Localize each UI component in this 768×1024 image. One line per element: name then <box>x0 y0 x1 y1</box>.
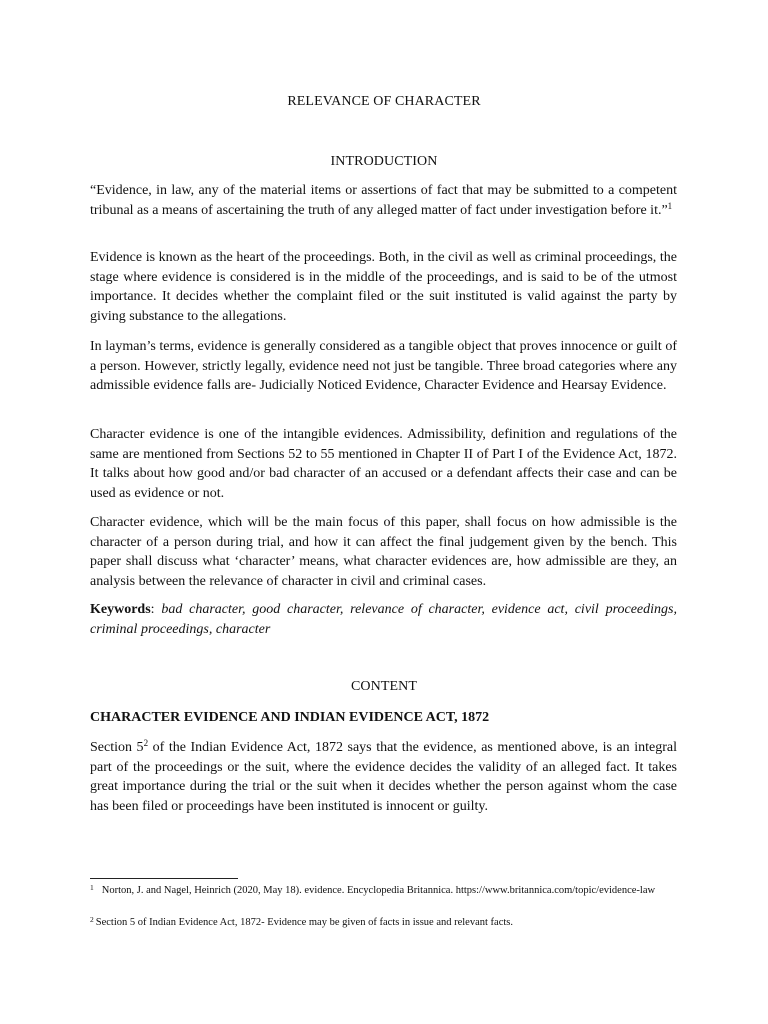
footnote-ref-2[interactable]: 2 <box>143 738 149 748</box>
footnote-1 <box>90 884 677 898</box>
introduction-heading: INTRODUCTION <box>330 154 438 169</box>
keywords-paragraph <box>90 600 677 639</box>
keywords-separator: : <box>150 602 155 617</box>
footnote-2 <box>90 916 677 930</box>
content-heading: CONTENT <box>350 679 418 694</box>
section-5-text-after: of the Indian Evidence Act, 1872 says that the evidence, as mentioned above, is an integral part of the proceedings or the suit, where the evidence decides the validity of an alleged fact. It takes great importance during the trial or the suit when it decides whether the person against whom the case has been filed or proceedings have been instituted is innocent or guilty. <box>90 740 677 814</box>
keywords-list: bad character, good character, relevance of character, evidence act, civil proceedings, criminal proceedings, character <box>90 602 677 637</box>
section-5-text-before: Section 5 <box>90 740 144 755</box>
paragraph-laymans-terms: In layman’s terms, evidence is generally considered as a tangible object that proves innocence or guilt of a person. However, strictly legally, evidence need not just be tangible. Three broad categories where any admissible evidence falls are- Judicially Noticed Evidence, Character Evidence and Hearsay Evidence. <box>90 339 677 393</box>
section-heading-character-evidence: CHARACTER EVIDENCE AND INDIAN EVIDENCE ACT, 1872 <box>90 710 490 725</box>
footnote-1-mark: 1 <box>90 883 94 892</box>
paragraph-main-focus: Character evidence, which will be the main focus of this paper, shall focus on how admissible is the character of a person during trial, and how it can affect the final judgement given by the bench. This paper shall discuss what ‘character’ means, what character evidences are, how admissible are they, an analysis between the relevance of character in civil and criminal cases. <box>90 515 677 589</box>
document-title: RELEVANCE OF CHARACTER <box>287 94 481 109</box>
paragraph-heart-of-proceedings: Evidence is known as the heart of the proceedings. Both, in the civil as well as criminal proceedings, the stage where evidence is considered is in the middle of the proceedings, and is said to be of the utmost importance. It decides whether the complaint filed or the suit instituted is valid against the party by giving substance to the allegations. <box>90 250 677 324</box>
footnote-separator <box>90 878 238 879</box>
intro-quote-paragraph <box>90 181 677 220</box>
section-5-paragraph <box>90 738 677 816</box>
footnote-2-text: Section 5 of Indian Evidence Act, 1872- Evidence may be given of facts in issue and relevant facts. <box>95 917 513 928</box>
intro-quote-text: “Evidence, in law, any of the material items or assertions of fact that may be submitted to a competent tribunal as a means of ascertaining the truth of any alleged matter of fact under investigation before it.” <box>90 183 677 218</box>
footnote-1-text: Norton, J. and Nagel, Heinrich (2020, May 18). evidence. Encyclopedia Britannica. https://www.britannica.com/topic/evidence-law <box>101 885 656 896</box>
footnote-2-mark: 2 <box>90 915 94 924</box>
keywords-label: Keywords <box>90 602 151 617</box>
footnote-ref-1[interactable]: 1 <box>667 200 673 211</box>
paragraph-intangible-evidence: Character evidence is one of the intangible evidences. Admissibility, definition and regulations of the same are mentioned from Sections 52 to 55 mentioned in Chapter II of Part I of the Evidence Act, 1872. It talks about how good and/or bad character of an accused or a defendant affects their case and can be used as evidence or not. <box>90 427 677 501</box>
